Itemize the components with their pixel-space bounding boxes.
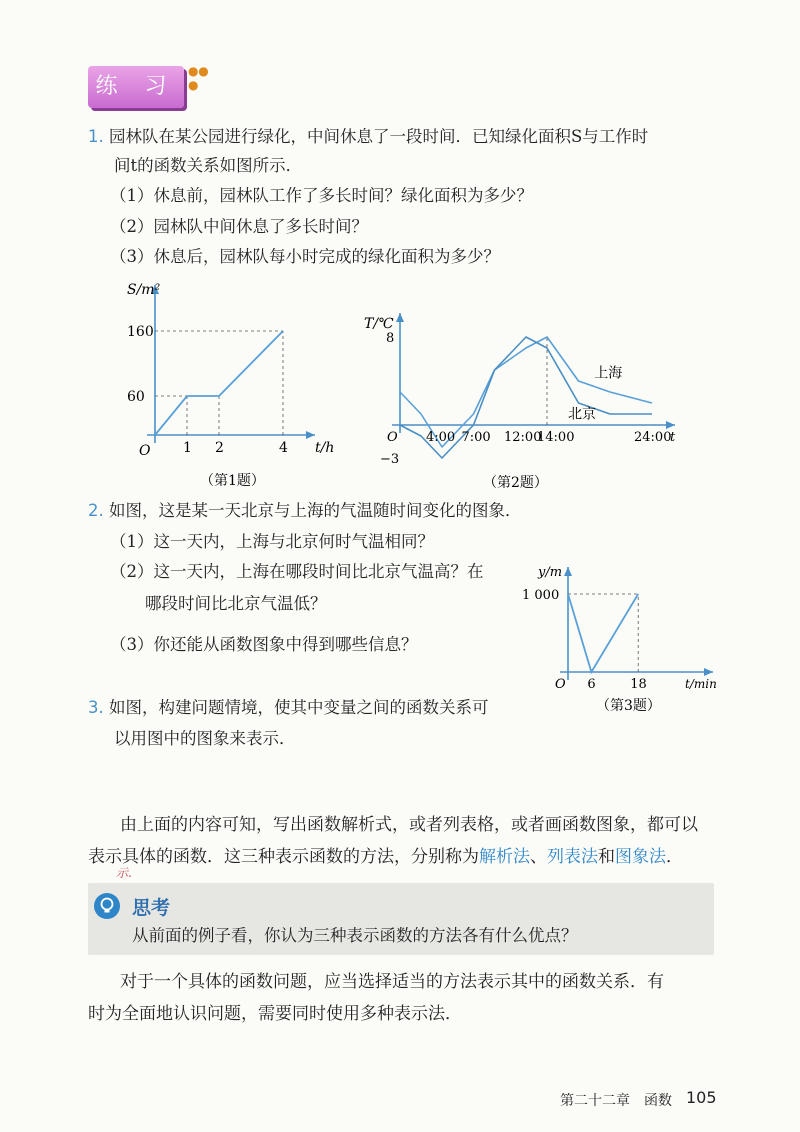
x-tick-label: 7:00 (461, 430, 491, 445)
problem-1-text-line1: 园林队在某公园进行绿化，中间休息了一段时间．已知绿化面积S与工作时 (109, 127, 649, 146)
chart-2 (355, 310, 685, 495)
y-axis-label: y/m (538, 565, 563, 580)
chart-3-caption: （第3题） (596, 698, 661, 714)
problem-2-question-1: （1）这一天内，上海与北京何时气温相同？ (110, 532, 434, 551)
y-tick-label: −3 (380, 452, 400, 467)
method-separator: 、 (530, 847, 547, 867)
x-tick-label: 14:00 (537, 430, 575, 445)
x-tick-label: 4 (279, 440, 288, 456)
problem-3-number: 3. (88, 698, 104, 717)
problem-1-question-1: （1）休息前，园林队工作了多长时间？绿化面积为多少？ (110, 186, 533, 205)
x-tick-label: 4:00 (426, 430, 456, 445)
y-axis-arrow-icon (564, 567, 572, 576)
problem-3-text-line2: 以用图中的图象来表示． (114, 729, 296, 748)
x-tick-label: 6 (587, 677, 596, 692)
problem-2-question-2-line2: 哪段时间比北京气温低？ (145, 594, 327, 613)
method-and: 和 (598, 847, 615, 867)
x-axis-label: t/h (315, 440, 335, 456)
y-axis-label: S/m² (127, 282, 161, 298)
y-tick-label: 160 (127, 324, 154, 340)
problem-2 (88, 500, 522, 522)
origin-label: O (139, 443, 151, 459)
paragraph-1-line2 (88, 845, 683, 869)
x-axis-arrow-icon (306, 431, 315, 439)
x-tick-label: 12:00 (504, 430, 542, 445)
x-axis-label: t/min (685, 677, 717, 691)
problem-2-question-3: （3）你还能从函数图象中得到哪些信息？ (110, 635, 418, 654)
chart-1-caption: （第1题） (200, 473, 265, 489)
series-line-s (155, 331, 283, 435)
lightbulb-icon (94, 893, 120, 919)
method-table: 列表法 (547, 847, 598, 867)
series-line-y (568, 594, 638, 672)
problem-1 (88, 126, 648, 148)
problem-1-number: 1. (88, 127, 104, 146)
paragraph-1-line1: 由上面的内容可知，写出函数解析式，或者列表格，或者画函数图象，都可以 (120, 815, 698, 835)
y-tick-label: 8 (386, 331, 395, 346)
y-axis-label: T/℃ (364, 316, 394, 332)
handwritten-mark: 示. (116, 866, 132, 880)
legend-beijing: 北京 (568, 406, 596, 423)
y-tick-label: 60 (127, 389, 145, 405)
y-tick-label: 1 000 (522, 588, 560, 603)
origin-label: O (555, 677, 566, 692)
exercise-title: 练 习 (95, 74, 177, 99)
y-axis-arrow-icon (396, 313, 404, 322)
chapter-label: 第二十二章 函数 (560, 1093, 672, 1109)
paragraph-1-line2-prefix: 表示具体的函数．这三种表示函数的方法，分别称为 (88, 847, 479, 867)
origin-label: O (387, 430, 398, 445)
problem-2-number: 2. (88, 501, 104, 520)
problem-1-question-2: （2）园林队中间休息了多长时间？ (110, 217, 368, 236)
problem-3-text-line1: 如图，构建问题情境，使其中变量之间的函数关系可 (109, 698, 489, 717)
x-tick-label: 18 (630, 677, 647, 692)
x-tick-label: 2 (215, 440, 224, 456)
x-tick-label: 24:00 (634, 430, 672, 445)
x-axis-label: t (670, 430, 676, 445)
problem-2-text: 如图，这是某一天北京与上海的气温随时间变化的图象． (109, 501, 522, 520)
legend-shanghai: 上海 (594, 365, 623, 382)
paragraph-2-line2: 时为全面地认识问题，需要同时使用多种表示法． (88, 1004, 462, 1024)
problem-1-text-line2: 间t的函数关系如图所示． (114, 156, 303, 175)
x-axis-arrow-icon (666, 421, 675, 429)
method-graph: 图象法 (615, 847, 666, 867)
paragraph-1-end: ． (666, 847, 683, 867)
problem-3 (88, 697, 489, 719)
chart-2-caption: （第2题） (483, 475, 548, 491)
decorative-dots-icon: ● ● ● (188, 64, 207, 92)
paragraph-2-line1: 对于一个具体的函数问题，应当选择适当的方法表示其中的函数关系．有 (120, 972, 664, 992)
method-analytic: 解析法 (479, 847, 530, 867)
x-tick-label: 1 (183, 440, 192, 456)
exercise-banner (88, 66, 184, 108)
problem-2-question-2-line1: （2）这一天内，上海在哪段时间比北京气温高？在 (110, 562, 484, 581)
chart-3 (520, 562, 720, 722)
x-axis-arrow-icon (704, 668, 713, 676)
page-number: 105 (686, 1088, 717, 1107)
think-title: 思考 (132, 897, 171, 919)
problem-1-question-3: （3）休息后，园林队每小时完成的绿化面积为多少？ (110, 247, 500, 266)
think-text: 从前面的例子看，你认为三种表示函数的方法各有什么优点？ (132, 926, 578, 945)
chart-1 (110, 278, 350, 493)
